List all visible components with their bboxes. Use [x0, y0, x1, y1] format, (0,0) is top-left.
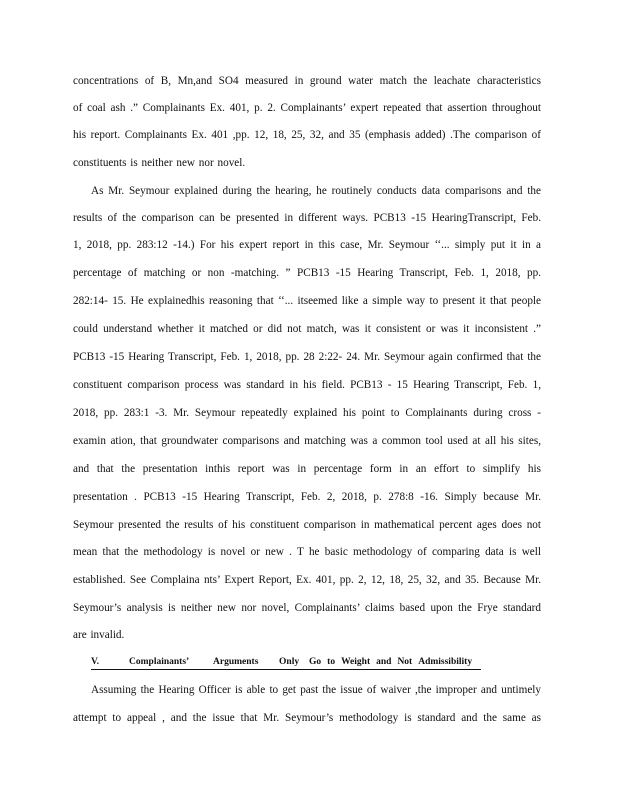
- text-line: are invalid.: [73, 629, 125, 641]
- heading-word: Complainants’: [129, 657, 190, 667]
- text-line: Assuming the Hearing Officer is able to get past the issue of waiver ,the improper and untimely: [91, 684, 541, 696]
- text-line: concentrations of B, Mn,and SO4 measured in ground water match the leachate characteristics: [73, 75, 541, 87]
- text-line: attempt to appeal , and the issue that Mr. Seymour’s methodology is standard and the same as: [73, 712, 541, 724]
- heading-word: Only: [279, 657, 300, 667]
- text-line: PCB13 -15 Hearing Transcript, Feb. 1, 2018, pp. 28 2:22- 24. Mr. Seymour again confirmed that the: [73, 351, 541, 363]
- section-number: V.: [91, 657, 100, 667]
- text-line: results of the comparison can be presented in different ways. PCB13 -15 HearingTranscript, Feb.: [73, 212, 541, 224]
- text-line: Seymour presented the results of his constituent comparison in mathematical percent ages does not: [73, 519, 541, 531]
- text-line: 282:14- 15. He explainedhis reasoning that ‘‘... itseemed like a simple way to present it that people: [73, 295, 541, 307]
- text-line: constituents is neither new nor novel.: [73, 157, 246, 169]
- text-line: constituent comparison process was standard in his field. PCB13 - 15 Hearing Transcript, Feb. 1,: [73, 379, 541, 391]
- heading-word: Arguments: [213, 657, 259, 667]
- heading-word: Weight: [341, 657, 371, 667]
- text-line: 1, 2018, pp. 283:12 -14.) For his expert report in this case, Mr. Seymour ‘‘... simply put it in a: [73, 239, 541, 251]
- text-line: presentation . PCB13 -15 Hearing Transcript, Feb. 2, 2018, p. 278:8 -16. Simply because Mr.: [73, 491, 541, 503]
- heading-word: Go: [309, 657, 322, 667]
- text-line: established. See Complaina nts’ Expert Report, Ex. 401, pp. 2, 12, 18, 25, 32, and 35. Because Mr.: [73, 574, 541, 586]
- text-line: mean that the methodology is novel or new . T he basic methodology of comparing data is well: [73, 546, 541, 558]
- heading-word: Admissibility: [418, 657, 473, 667]
- text-line: As Mr. Seymour explained during the hearing, he routinely conducts data comparisons and the: [91, 185, 541, 197]
- text-line: of coal ash .” Complainants Ex. 401, p. 2. Complainants’ expert repeated that assertion throughout: [73, 102, 541, 114]
- heading-word: and: [376, 657, 392, 667]
- text-line: Seymour’s analysis is neither new nor novel, Complainants’ claims based upon the Frye standard: [73, 602, 541, 614]
- heading-word: to: [327, 657, 336, 667]
- text-line: and that the presentation inthis report was in percentage form in an effort to simplify his: [73, 463, 541, 475]
- heading-word: Not: [397, 657, 413, 667]
- text-line: 2018, pp. 283:1 -3. Mr. Seymour repeatedly explained his point to Complainants during cross -: [73, 407, 541, 419]
- text-line: could understand whether it matched or did not match, was it consistent or was it inconsistent .”: [73, 323, 541, 335]
- section-heading: [91, 655, 481, 670]
- text-line: examin ation, that groundwater comparisons and matching was a common tool used at all his sites,: [73, 435, 541, 447]
- text-line: percentage of matching or non -matching. ” PCB13 -15 Hearing Transcript, Feb. 1, 2018, pp.: [73, 267, 541, 279]
- text-line: his report. Complainants Ex. 401 ,pp. 12, 18, 25, 32, and 35 (emphasis added) .The comparison of: [73, 129, 541, 141]
